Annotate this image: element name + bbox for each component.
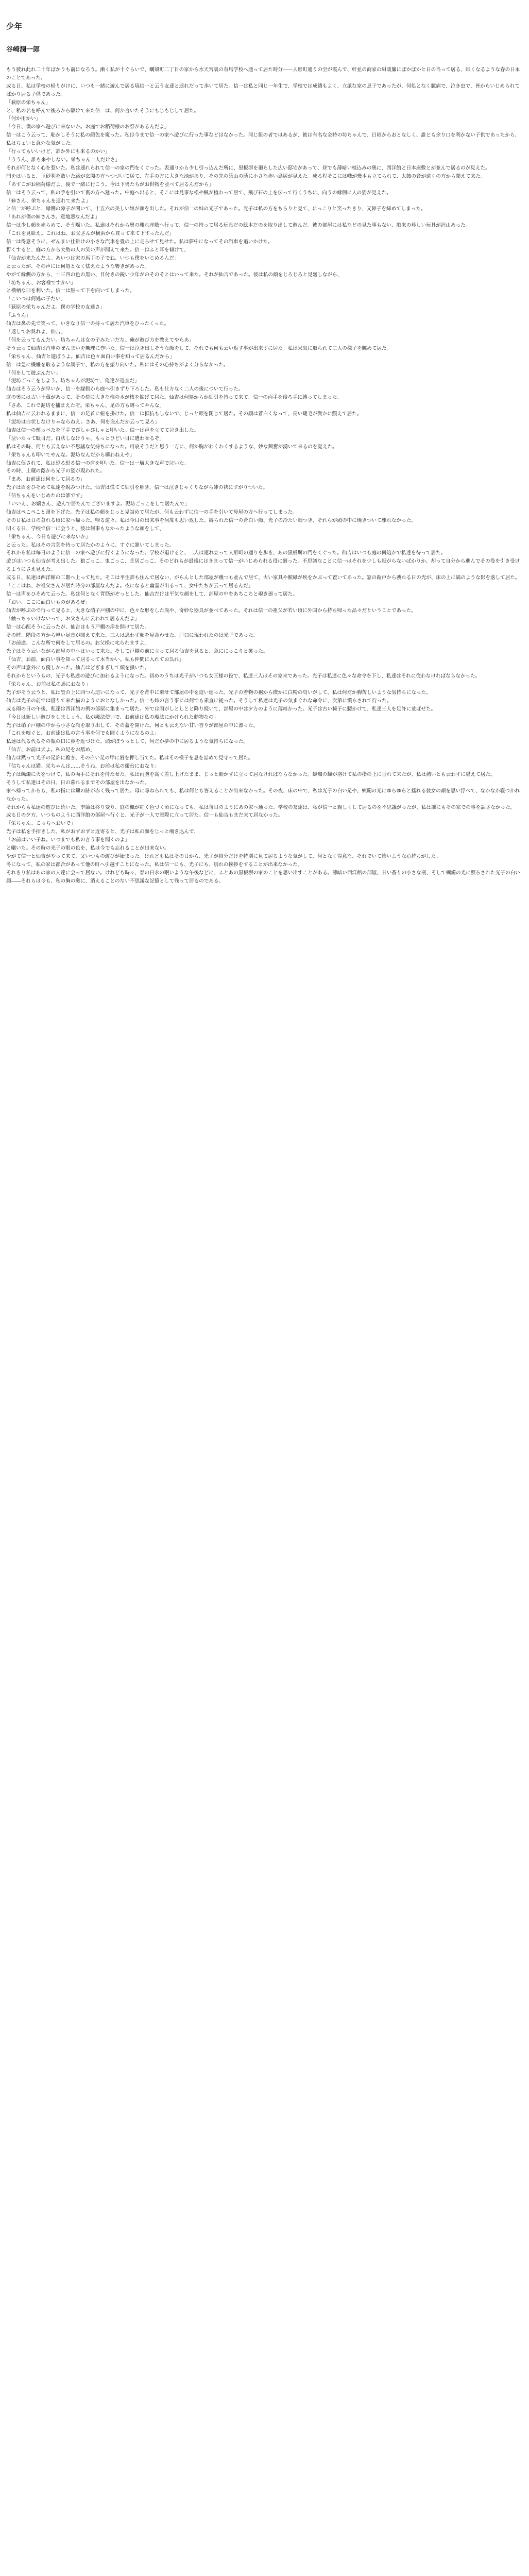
paragraph: 仙吉はそう云うが早いか、信一を縁側から庭へ引きずり下ろした。私も仕方なく二人の後について行った。 bbox=[6, 386, 244, 393]
paragraph: 庭の奥には古い土蔵があって、その傍に大きな椎の木が枝を拡げて居た。仙吉は何処からか細引を持って来て、信一の両手を後ろ手に縛ってしまった。 bbox=[6, 395, 342, 401]
paragraph: 「栄ちゃん、今日も遊びに来ないか」 bbox=[6, 534, 91, 540]
paragraph: 「何を云ってるんだい。坊ちゃんは女の子みたいだな。俺が遊び方を教えてやらあ」 bbox=[6, 337, 194, 343]
paragraph: と云った。私はその言葉を待って居たかのように、すぐに頷いてしまった。 bbox=[6, 542, 175, 548]
paragraph: 「今日、僕の家へ遊びに来ないか。お庭でお稲荷様のお祭があるんだよ」 bbox=[6, 124, 169, 130]
paragraph: 信一は得意そうに、ぜんまい仕掛けの小さな汽車を畳の上に走らせて見せた。私は夢中になってその汽車を追いかけた。 bbox=[6, 239, 273, 245]
paragraph: 仙吉は黙って光子の足許に跪き、その白い足の甲に唇を押し当てた。私はその様子を息を詰めて見守って居た。 bbox=[6, 755, 253, 761]
paragraph: その時、土蔵の蔭から光子の姿が現われた。 bbox=[6, 468, 105, 474]
paragraph: 信一は少し顔を赤らめて、そう囁いた。私達はそれから奥の離れ座敷へ行って、信一の持って居る玩具だの絵本だのを取り出して遊んだ。彼の部屋には私などの見た事もない、舶来の珍しい玩具が沢山あった。 bbox=[6, 223, 471, 229]
paragraph: 「萩原の栄ちゃん」 bbox=[6, 99, 51, 106]
paragraph: 私達は代る代るその瓶の口に鼻を近づけた。頭がぼうっとして、何だか夢の中に居るような気持ちになった。 bbox=[6, 739, 248, 745]
paragraph: 光子は蝋燭に火をつけて、私の両手にそれを持たせた。私は両腕を高く差し上げたまま、じっと動かずに立って居なければならなかった。蝋燭の蝋が溶けて私の指の上に垂れて来たが、私は熱いとも云わずに堪えて居た。 bbox=[6, 771, 496, 777]
paragraph: そうして私達はその日、日の暮れるまでその部屋を出なかった。 bbox=[6, 779, 150, 786]
paragraph: その日私は日の暮れる頃に家へ帰った。帰る道々、私は今日の出来事を何度も思い返した。縛られた信一の蒼白い顔、光子の冷たい眼つき、それらが頭の中に焼きついて離れなかった。 bbox=[6, 517, 416, 523]
paragraph: 「今日は新しい遊びをしましょう。私が魔法使いで、お前達は私の魔法にかけられた動物なの」 bbox=[6, 714, 219, 720]
paragraph: それからというもの、光子も私達の遊びに加わるようになった。初めのうちは光子がいつも女王様の役で、私達三人はその家来であった。光子は私達に色々な命令を下し、私達はそれに従わなければならなかった。 bbox=[6, 673, 481, 680]
paragraph: 「あすこがお稲荷様だよ。後で一緒に行こう。今は下男たちがお供物を並べて居るんだから」 bbox=[6, 181, 214, 188]
paragraph: と横柄な口を利いた。信一は黙って下を向いてしまった。 bbox=[6, 288, 135, 294]
paragraph: 「泣いたって駄目だ。白状しなけりゃ、もっとひどい目に遭わせるぞ」 bbox=[6, 435, 164, 442]
paragraph: 「仙吉、お前は犬よ。私の足をお舐め」 bbox=[6, 747, 95, 753]
paragraph: 「ううん、誰も来やしない。栄ちゃん一人だけさ」 bbox=[6, 157, 121, 163]
paragraph: その時、階段の方から軽い足音が聞えて来た。三人は思わず顔を見合わせた。戸口に現われたのは光子であった。 bbox=[6, 632, 259, 638]
paragraph: 「いいえ、お嬢さん、遊んで居たんでございますよ。泥坊ごっこをして居たんで」 bbox=[6, 501, 190, 507]
paragraph: 「これを見給え。これはね、お父さんが横浜から買って来て下すったんだ」 bbox=[6, 231, 175, 237]
paragraph: 「栄ちゃんも叩いてやんな。泥坊なんだから構わねえや」 bbox=[6, 452, 135, 458]
paragraph: 家へ帰ってからも、私の指には蝋の跡が赤く残って居た。母に尋ねられても、私は何とも答えることが出来なかった。その夜、床の中で、私は光子の白い足や、蝋燭の光にゆらゆらと揺れる彼女の顔を思い浮べて、なかなか寝つかれなかった。 bbox=[6, 788, 520, 802]
paragraph: 信一は急に機嫌を取るような調子で、私の方を振り向いた。私にはその心持ちがよく分らなかった。 bbox=[6, 362, 229, 368]
paragraph: 「信ちゃんをいじめたのは誰です」 bbox=[6, 493, 86, 499]
paragraph: と信一が呼ぶと、縁側の障子が開いて、十五六の美しい娘が顔を出した。それが信一の姉の光子であった。光子は私の方をちらりと見て、にっこりと笑ったきり、又障子を締めてしまった。 bbox=[6, 206, 426, 212]
paragraph: 仙吉はぺこぺこと頭を下げた。光子は私の顔をじっと見詰めて居たが、何も云わずに信一の手を引いて母屋の方へ行ってしまった。 bbox=[6, 509, 298, 515]
paragraph: と囁いた。その時の光子の眼の色を、私は今でも忘れることが出来ない。 bbox=[6, 845, 169, 852]
paragraph: やがて信一と仙吉がやって来て、又いつもの遊びが始まった。けれども私はその日から、光子が自分だけを特別に見て居るような気がして、何となく得意な、それでいて怖いような心持ちがした。 bbox=[6, 854, 441, 859]
paragraph: 或る日、私は学校の帰りがけに、いつも一緒に遊んで居る塙信一と云う友達と連れだって歩いて居た。信一は私と同じ一年生で、学校では成績もよく、立派な家の息子であったが、何処となく臆病で、泣き虫で、皆からいじめられてばかり居る子供であった。 bbox=[6, 83, 520, 97]
paragraph: 「お前はいい子ね。いつまでも私の言う事を聞くのよ」 bbox=[6, 837, 130, 843]
paragraph: 仙吉が呼ぶので行って見ると、大きな硝子戸棚の中に、色々な形をした瓶や、奇妙な器具が並べてあった。それは信一の祖父が若い頃に外国から持ち帰った品々だということであった。 bbox=[6, 607, 416, 614]
paragraph: 「ここはね、お祖父さんが居た時分の部屋なんだよ。夜になると幽霊が出るって、女中たちが云って居るんだ」 bbox=[6, 583, 253, 589]
paragraph: 信一はこう云って、恥かしそうに私の顔色を窺った。私は今まで信一の家へ遊びに行った事などはなかった。同じ組の者ではあるが、彼は有名な金持の坊ちゃんで、日頃からおとなしく、誰とも余り口を利かない子供であったから、私はちょいと意外な気がした。 bbox=[6, 132, 520, 147]
paragraph: その声は意外にも優しかった。仙吉はどぎまぎして頭を掻いた。 bbox=[6, 665, 150, 671]
story-title: 少年 bbox=[6, 22, 23, 31]
paragraph: 「栄ちゃん、こっちへおいで」 bbox=[6, 821, 76, 827]
paragraph: 「あれが僕の姉さんさ。意地悪なんだよ」 bbox=[6, 214, 100, 221]
paragraph: 「坊ちゃん、お客様ですかい」 bbox=[6, 280, 76, 286]
paragraph: と、私の名を呼んで後ろから駆けて来た信一は、何か言いたそうにもじもじして居た。 bbox=[6, 108, 199, 114]
paragraph: 信一はそう云って、私の手を引いて裏の方へ廻った。中庭へ出ると、そこには見事な松や楓が植わって居て、飛び石の上を伝って行くうちに、向うの縁側に人の姿が見えた。 bbox=[6, 190, 391, 196]
paragraph: 「触っちゃいけないって、お父さんに云われて居るんだよ」 bbox=[6, 616, 140, 622]
paragraph: 明くる日、学校で信一に会うと、彼は何事もなかったような顔をして、 bbox=[6, 526, 164, 532]
paragraph: 「仙吉、お前、面白い事を知って居るって本当かい。私も仲間に入れてお呉れ」 bbox=[6, 657, 184, 663]
paragraph: 「行ってもいいけど、誰か外にも来るのかい」 bbox=[6, 149, 110, 155]
paragraph: それきり私はあの家の人達に会って居ない。けれども時々、春の日永の眠いような午後などに、ふとあの黒板塀の家のことを思い出すことがある。薄暗い西洋館の部屋、甘い香りの小さな瓶、そして蝋燭の光に照らされた光子の白い顔――それらは今も、私の胸の奥に、消えることのない不思議な記憶として残って居るのである。 bbox=[6, 870, 520, 884]
paragraph: と云ったが、その声には何処となく怯えたような響きがあった。 bbox=[6, 263, 150, 269]
paragraph: 仙吉に促されて、私は恐る恐る信一の肩を叩いた。信一は一層大きな声で泣いた。 bbox=[6, 460, 189, 466]
paragraph: 「何か用かい」 bbox=[6, 116, 41, 122]
paragraph: 「何をして遊ぶんだい」 bbox=[6, 370, 61, 376]
paragraph: 暫くすると、庭の方から大勢の人の笑い声が聞えて来た。信一はふと耳を傾けて、 bbox=[6, 247, 189, 253]
paragraph: 「おい、ここに面白いものがあるぜ」 bbox=[6, 599, 90, 605]
paragraph: 「返してお呉れよ、仙吉」 bbox=[6, 329, 66, 335]
paragraph: 門をはいると、玉砂利を敷いた路が玄関の方へつづいて居て、左手の方に大きな池があり、その先の築山の蔭に小さな赤い鳥居が見えた。成る程そこには幟が幾本も立てられて、太鼓の音が遠くの方から聞えて来た。 bbox=[6, 173, 486, 179]
story-author: 谷崎潤一郎 bbox=[6, 46, 40, 54]
story-body bbox=[6, 66, 524, 886]
paragraph: 「まあ、お前達は何をして居るの」 bbox=[6, 477, 86, 483]
paragraph: 「こいつは何処の子だい」 bbox=[6, 296, 66, 302]
paragraph: 「萩原の栄ちゃんだよ。僕の学校の友達さ」 bbox=[6, 304, 105, 311]
paragraph: 或る雨の日の午後、私達は西洋館の例の部屋に集まって居た。外では雨がしとしとと降り続いて、部屋の中は夕方のように薄暗かった。光子は古い椅子に腰かけて、私達三人を足許に並ばせた。 bbox=[6, 706, 436, 712]
paragraph: 遊びはいつも仙吉が考え出した。狼ごっこ、鬼ごっこ、芝居ごっこ、そのどれもが最後にはきまって信一がいじめられる役に廻った。不思議なことに信一はそれを少しも厭がらないばかりか、却って自分から進んでその役を引き受けるようにさえ見えた。 bbox=[6, 558, 520, 573]
paragraph: それから私は毎日のように信一の家へ遊びに行くようになった。学校が退けると、二人は連れ立って人形町の通りを歩き、あの黒板塀の門をくぐった。仙吉はいつも庭の何処かで私達を待って居た。 bbox=[6, 550, 446, 556]
paragraph: 「これを嗅ぐと、お前達は私の言う事を何でも聞くようになるのよ」 bbox=[6, 731, 160, 737]
paragraph: 「信ちゃんは猫。栄ちゃんは……そうね、お前は私の燭台におなり」 bbox=[6, 764, 160, 770]
paragraph: 信一は声をひそめて云った。私は何となく背筋がぞっとした。仙吉だけは平気な顔をして、部屋の中をあちこちと覗き廻って居た。 bbox=[6, 591, 298, 597]
paragraph: 「栄ちゃん、仙吉と遊ぼうよ。仙吉は色々面白い事を知って居るんだから」 bbox=[6, 353, 175, 360]
paragraph: 仙吉は光子の前では借りて来た猫のようにおとなしかった。信一も姉の言う事には何でも素直に従った。そうして私達は光子の気まぐれな命令に、次第に慣らされて行った。 bbox=[6, 698, 392, 704]
paragraph: 「泥坊ごっこをしよう。坊ちゃんが泥坊で、俺達が巡査だ」 bbox=[6, 378, 140, 384]
paragraph: 「姉さん、栄ちゃんを連れて来たよ」 bbox=[6, 198, 91, 204]
paragraph: それが何となく心を惹いた。私は連れられて信一の家の門をくぐった。表通りから少し引っ込んだ所に、黒板塀を廻らした広い邸宅があって、昼でも薄暗い植込みの奥に、西洋館と日本座敷とが並んで居るのが見えた。 bbox=[6, 165, 490, 171]
paragraph: 「さあ、これで泥坊を捕まえたぞ。栄ちゃん、足の方も縛ってやんな」 bbox=[6, 403, 164, 409]
paragraph: 「お前達、こんな所で何をして居るの。お父様に叱られますよ」 bbox=[6, 640, 149, 647]
paragraph: 冬になって、私の家は都合があって他の町へ引越すことになった。私は信一にも、光子にも、別れの挨拶をすることが出来なかった。 bbox=[6, 861, 303, 868]
paragraph: 光子はそう云いながら部屋の中へはいって来た。そして戸棚の前に立って居る仙吉を見ると、急ににっこりと笑った。 bbox=[6, 649, 268, 655]
paragraph: 仙吉は鼻の先で笑って、いきなり信一の持って居た汽車をひったくった。 bbox=[6, 321, 169, 327]
paragraph: やがて縁側の方から、十三四の色の黒い、目付きの鋭い少年がのそのそとはいって来た。それが仙吉であった。彼は私の顔をじろじろと見廻しながら、 bbox=[6, 272, 343, 278]
paragraph: 仙吉は信一の頬っぺたを平手でぴしゃぴしゃと叩いた。信一は声を立てて泣き出した。 bbox=[6, 427, 199, 433]
paragraph: 「ふうん」 bbox=[6, 313, 31, 319]
paragraph: 或る日の夕方、いつものように西洋館の部屋へ行くと、光子が一人で窓際に立って居た。信一も仙吉もまだ来て居なかった。 bbox=[6, 812, 283, 819]
paragraph: 或る日、私達は西洋館の二階へ上って見た。そこは平生誰も住んで居ない、がらんとした部屋が幾つも並んで居て、古い家具や額縁が埃をかぶって置いてあった。窓の鎧戸から洩れる日の光が、床の上に縞のような影を落して居た。 bbox=[6, 575, 520, 581]
paragraph: 「仙吉が来たんだよ。あいつは家の馬丁の子でね、いつも僕をいじめるんだ」 bbox=[6, 255, 179, 261]
paragraph: 信一は心配そうに云ったが、仙吉はもう戸棚の扉を開けて居た。 bbox=[6, 624, 150, 630]
paragraph: 光子は硝子戸棚の中から小さな瓶を取り出して、その蓋を開けた。何とも云えない甘い香りが部屋の中に漂った。 bbox=[6, 722, 259, 728]
paragraph: そう云って仙吉は汽車のぜんまいを無理に巻いた。信一は泣き出しそうな顔をして、それでも何も云い返す事が出来ずに居た。私は呆気に取られて二人の様子を眺めて居た。 bbox=[6, 345, 392, 351]
paragraph: もう彼れ此れ二十年ばかりも前になろう。漸く私が十ぐらいで、蠣殻町二丁目の家から水天宮裏の有馬学校へ通って居た時分――人形町通りの空が霞んで、軒並の商家の紺暖簾にぽかぽかと日の当って居る、眠くなるような春の日永のことであった。 bbox=[6, 67, 520, 81]
paragraph: 「栄ちゃん、お前は私の馬におなり」 bbox=[6, 681, 91, 687]
paragraph: 「泥坊は白状しなけりゃならねえ。さあ、何を盗んだか云って見ろ」 bbox=[6, 419, 160, 425]
paragraph: 光子がそう云うと、私は畳の上に四つん這いになって、光子を背中に乗せて部屋の中を這い廻った。光子の着物の裾から微かに白粉の匂いがして、私は何だか胸苦しいような気持ちになった。 bbox=[6, 689, 431, 696]
paragraph: 私は仙吉に云われるままに、信一の足首に紐を掛けた。信一は抵抗もしないで、じっと眼を閉じて居た。その顔は蒼白くなって、長い睫毛が微かに顫えて居た。 bbox=[6, 411, 362, 417]
paragraph: 私はその時、何とも云えない不思議な気持ちになった。可哀そうだと思う一方に、何か胸がわくわくするような、妙な興奮が湧いて来るのを覚えた。 bbox=[6, 444, 337, 450]
paragraph: 光子は私を手招きした。私がおずおずと近寄ると、光子は私の顔をじっと覗き込んで、 bbox=[6, 829, 199, 835]
paragraph: 光子は眉をひそめて私達を睨みつけた。仙吉は慌てて細引を解き、信一は泣きじゃくりながら姉の袂にすがりついた。 bbox=[6, 485, 268, 491]
paragraph: それからも私達の遊びは続いた。季節は移り変り、庭の楓が紅く色づく頃になっても、私は毎日のようにあの家へ通った。学校の友達は、私が信一と親しくして居るのを不思議がったが、私は誰にもその家での事を話さなかった。 bbox=[6, 804, 516, 810]
